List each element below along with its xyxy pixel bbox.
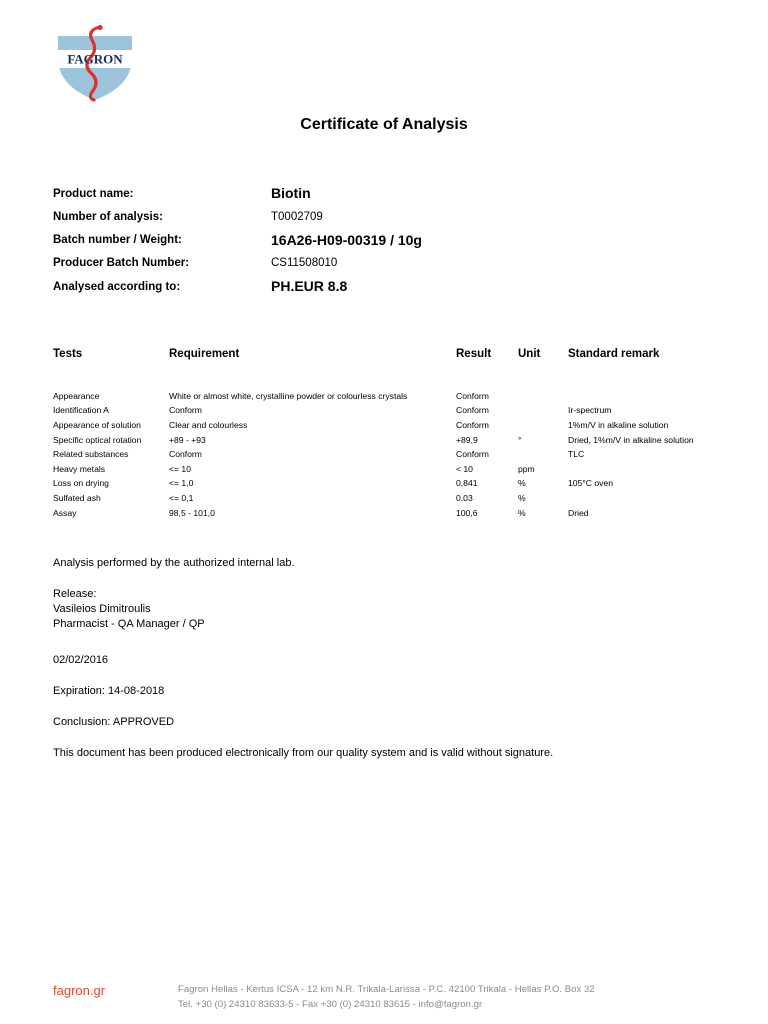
table-row (0, 464, 768, 478)
test-name: Specific optical rotation (53, 435, 142, 445)
test-unit: % (518, 478, 526, 488)
test-name: Appearance (53, 391, 100, 401)
test-requirement: 98,5 - 101,0 (169, 508, 215, 518)
footer-contact: Tel. +30 (0) 24310 83633-5 - Fax +30 (0) 24310 83615 - info@fagron.gr (178, 999, 483, 1010)
test-name: Appearance of solution (53, 420, 141, 430)
electronic-validity-note: This document has been produced electronically from our quality system and is valid without signature. (53, 747, 554, 759)
test-requirement: Conform (169, 449, 202, 459)
test-result: Conform (456, 405, 489, 415)
test-requirement: Conform (169, 405, 202, 415)
test-remark: 1%m/V in alkaline solution (568, 420, 669, 430)
release-name: Vasileios Dimitroulis (53, 603, 151, 615)
release-role: Pharmacist - QA Manager / QP (53, 618, 205, 630)
test-name: Sulfated ash (53, 493, 101, 503)
header-result: Result (456, 348, 492, 360)
svg-text:FAGRON: FAGRON (67, 51, 123, 67)
test-name: Related substances (53, 449, 129, 459)
test-name: Loss on drying (53, 478, 109, 488)
number-of-analysis-value: T0002709 (271, 211, 323, 223)
test-name: Assay (53, 508, 77, 518)
analysed-according-label: Analysed according to: (53, 281, 181, 293)
test-result: +89,9 (456, 435, 478, 445)
test-unit: ppm (518, 464, 535, 474)
test-requirement: White or almost white, crystalline powder or colourless crystals (169, 391, 408, 401)
table-row (0, 478, 768, 492)
test-remark: Dried, 1%m/V in alkaline solution (568, 435, 694, 445)
table-row (0, 391, 768, 405)
product-name-value: Biotin (271, 185, 311, 201)
table-row (0, 435, 768, 449)
expiration-date: Expiration: 14-08-2018 (53, 685, 165, 697)
number-of-analysis-label: Number of analysis: (53, 211, 163, 223)
document-title: Certificate of Analysis (300, 116, 468, 133)
test-result: < 10 (456, 464, 473, 474)
test-unit: % (518, 493, 526, 503)
fagron-logo-icon (54, 24, 136, 104)
table-row (0, 405, 768, 419)
test-result: 0,03 (456, 493, 473, 503)
release-date: 02/02/2016 (53, 654, 109, 666)
test-unit: ° (518, 435, 522, 445)
test-result: Conform (456, 420, 489, 430)
lab-statement: Analysis performed by the authorized internal lab. (53, 557, 295, 569)
table-row (0, 449, 768, 463)
test-requirement: Clear and colourless (169, 420, 248, 430)
header-requirement: Requirement (169, 348, 240, 360)
producer-batch-value: CS11508010 (271, 257, 338, 269)
test-result: 0,841 (456, 478, 478, 488)
batch-number-value: 16A26-H09-00319 / 10g (271, 232, 422, 248)
table-row (0, 420, 768, 434)
conclusion: Conclusion: APPROVED (53, 716, 175, 728)
test-result: Conform (456, 449, 489, 459)
test-remark: TLC (568, 449, 585, 459)
batch-number-label: Batch number / Weight: (53, 234, 182, 246)
test-requirement: <= 10 (169, 464, 191, 474)
test-remark: Ir-spectrum (568, 405, 612, 415)
test-result: 100,6 (456, 508, 478, 518)
test-name: Identification A (53, 405, 109, 415)
test-result: Conform (456, 391, 489, 401)
footer-website[interactable]: fagron.gr (53, 983, 106, 998)
test-remark: 105°C oven (568, 478, 614, 488)
header-tests: Tests (53, 348, 83, 360)
test-unit: % (518, 508, 526, 518)
test-remark: Dried (568, 508, 589, 518)
test-name: Heavy metals (53, 464, 106, 474)
product-name-label: Product name: (53, 188, 134, 200)
test-requirement: +89 - +93 (169, 435, 206, 445)
test-requirement: <= 1,0 (169, 478, 194, 488)
header-unit: Unit (518, 348, 541, 360)
fagron-logo (54, 24, 136, 104)
analysed-according-value: PH.EUR 8.8 (271, 278, 348, 294)
footer-address: Fagron Hellas - Kertus ICSA - 12 km N.R. Trikala-Larissa - P.C. 42100 Trikala - Hellas P.O. Box 32 (178, 984, 595, 995)
table-row (0, 508, 768, 522)
producer-batch-label: Producer Batch Number: (53, 257, 190, 269)
table-row (0, 493, 768, 507)
test-requirement: <= 0,1 (169, 493, 194, 503)
header-standard-remark: Standard remark (568, 348, 660, 360)
release-label: Release: (53, 588, 97, 600)
